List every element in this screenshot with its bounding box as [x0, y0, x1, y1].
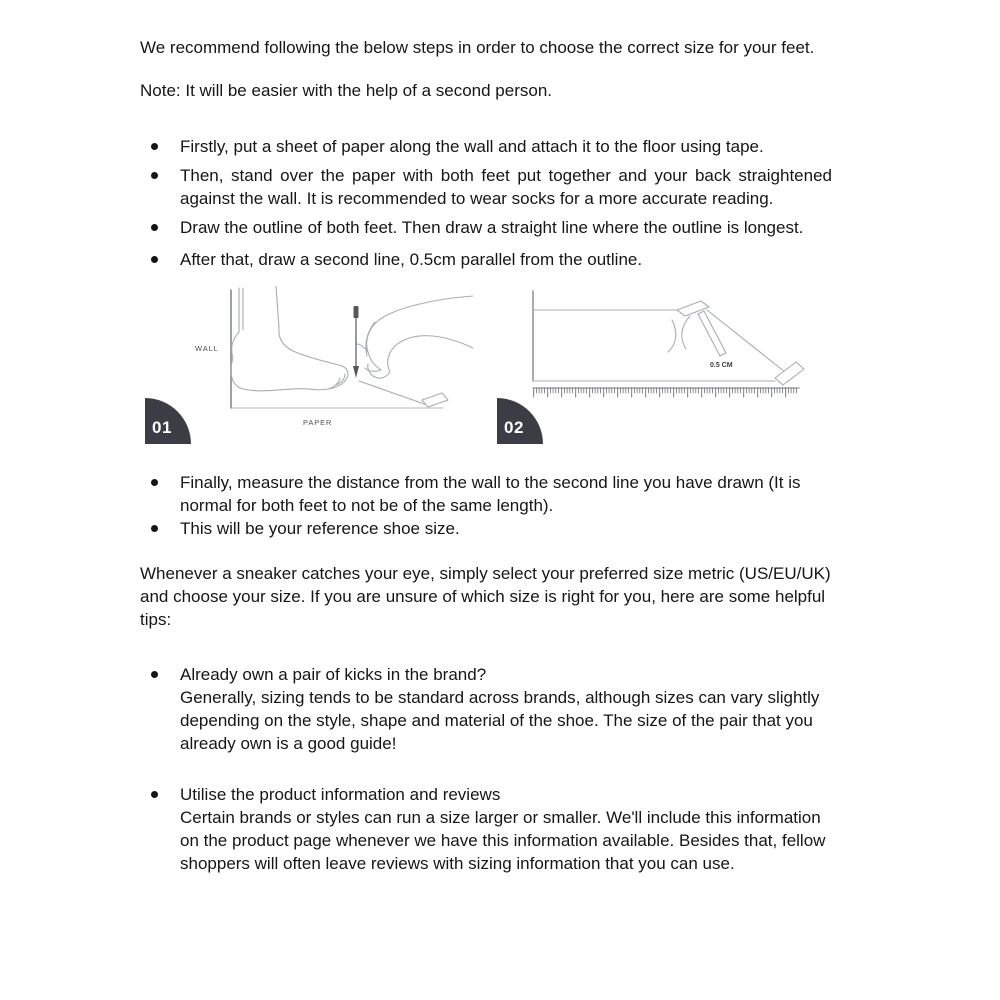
paper-label: PAPER — [303, 418, 333, 427]
guide-line — [359, 381, 427, 405]
pencil-tip — [353, 366, 359, 378]
diagram-row — [140, 286, 900, 444]
step-text: After that, draw a second line, 0.5cm parallel from the outline. — [180, 250, 643, 269]
step-text: Draw the outline of both feet. Then draw a straight line where the outline is longest. — [180, 218, 804, 237]
tape-shape — [422, 393, 448, 407]
badge-number: 02 — [504, 418, 524, 437]
step-text: Firstly, put a sheet of paper along the wall and attach it to the floor using tape. — [180, 137, 764, 156]
hand-outline — [367, 296, 473, 378]
slanted-pencil-shape — [698, 311, 726, 356]
result-text: Finally, measure the distance from the wall to the second line you have drawn (It is normal for both feet to not be of the same length). — [180, 473, 801, 515]
tip-title: Already own a pair of kicks in the brand? — [180, 665, 487, 684]
list-item — [140, 164, 880, 210]
wall-label: WALL — [195, 344, 219, 353]
note-text: Note: It will be easier with the help of a second person. — [140, 81, 553, 100]
foot-tracing-diagram — [143, 286, 473, 444]
list-item — [140, 216, 880, 239]
list-item — [140, 783, 880, 875]
offset-annotation: 0.5 CM — [710, 362, 733, 369]
leg-outline — [239, 286, 279, 332]
pencil-cap — [354, 306, 359, 318]
result-text: This will be your reference shoe size. — [180, 519, 460, 538]
measurement-steps-list — [140, 135, 880, 271]
results-list — [140, 471, 880, 540]
list-item — [140, 663, 880, 755]
instep-line — [279, 328, 342, 366]
tips-intro-text: Whenever a sneaker catches your eye, simply select your preferred size metric (US/EU/UK) and choose your size. If you are unsure of which size is right for you, here are some helpful tips: — [140, 564, 831, 629]
foot-outline — [231, 332, 348, 391]
list-item — [140, 471, 880, 517]
ruler-measure-diagram — [497, 286, 827, 444]
list-item — [140, 248, 880, 271]
tip-body: Certain brands or styles can run a size larger or smaller. We'll include this information on the product page whenever we have this information available. Besides that, fellow shoppers will often leave reviews with sizing information that you can use. — [180, 808, 826, 873]
tips-list — [140, 663, 880, 875]
list-item — [140, 517, 880, 540]
badge-number: 01 — [152, 418, 172, 437]
ruler-ticks — [533, 388, 799, 398]
list-item — [140, 135, 880, 158]
intro-text: We recommend following the below steps in order to choose the correct size for your feet. — [140, 38, 815, 57]
tip-title: Utilise the product information and reviews — [180, 785, 501, 804]
step-text: Then, stand over the paper with both feet put together and your back straightened against the wall. It is recommended to wear socks for a more accurate reading. — [180, 166, 832, 208]
finger-lines — [357, 322, 381, 371]
tip-body: Generally, sizing tends to be standard across brands, although sizes can vary slightly depending on the style, shape and material of the shoe. The size of the pair that you already own is a good guide! — [180, 688, 820, 753]
toe-outline-curves — [668, 316, 690, 352]
tape-shape — [775, 362, 804, 385]
